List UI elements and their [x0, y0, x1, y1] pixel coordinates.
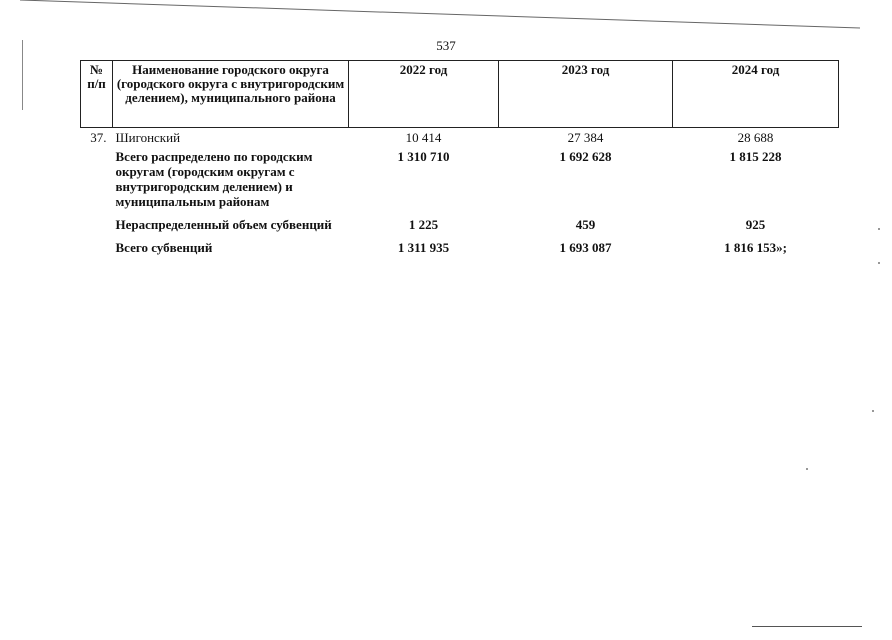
table-header-row — [81, 61, 839, 128]
subvention-table — [80, 60, 839, 255]
scan-speck — [806, 468, 808, 470]
row-name: Всего распределено по городским округам (городским округам с внутригородским делением) и муниципальным районам — [115, 149, 313, 209]
header-2024: 2024 год — [673, 61, 839, 128]
scan-speck — [878, 262, 880, 264]
row-value-2023: 27 384 — [567, 130, 604, 145]
row-value-2022: 1 311 935 — [397, 240, 450, 255]
row-value-2022: 1 310 710 — [397, 149, 450, 164]
row-name: Шигонский — [115, 130, 181, 145]
row-value-2024: 925 — [745, 217, 766, 232]
scan-speck — [878, 228, 880, 230]
header-2022: 2022 год — [349, 61, 499, 128]
row-value-2024: 1 816 153»; — [724, 240, 787, 255]
header-name: Наименование городского округа (городского округа с внутригородским делением), муниципального района — [113, 61, 349, 128]
row-value-2023: 459 — [575, 217, 596, 232]
header-2023: 2023 год — [499, 61, 673, 128]
scan-bottom-line — [752, 626, 862, 627]
scan-edge-line — [20, 0, 880, 30]
row-number: 37. — [90, 130, 107, 145]
row-value-2022: 1 225 — [408, 217, 439, 232]
row-value-2023: 1 693 087 — [559, 240, 612, 255]
header-number: № п/п — [81, 61, 113, 128]
table-row — [81, 149, 839, 217]
page-number: 537 — [436, 38, 456, 53]
scan-speck — [872, 410, 874, 412]
row-name: Всего субвенций — [115, 240, 213, 255]
row-number — [81, 240, 113, 255]
row-number — [81, 217, 113, 240]
table-row — [81, 128, 839, 150]
row-value-2023: 1 692 628 — [559, 149, 612, 164]
table-row — [81, 240, 839, 255]
table-row — [81, 217, 839, 240]
row-value-2024: 28 688 — [737, 130, 774, 145]
row-number — [81, 149, 113, 217]
row-value-2022: 10 414 — [405, 130, 442, 145]
row-name: Нераспределенный объем субвенций — [115, 217, 332, 232]
row-value-2024: 1 815 228 — [729, 149, 782, 164]
